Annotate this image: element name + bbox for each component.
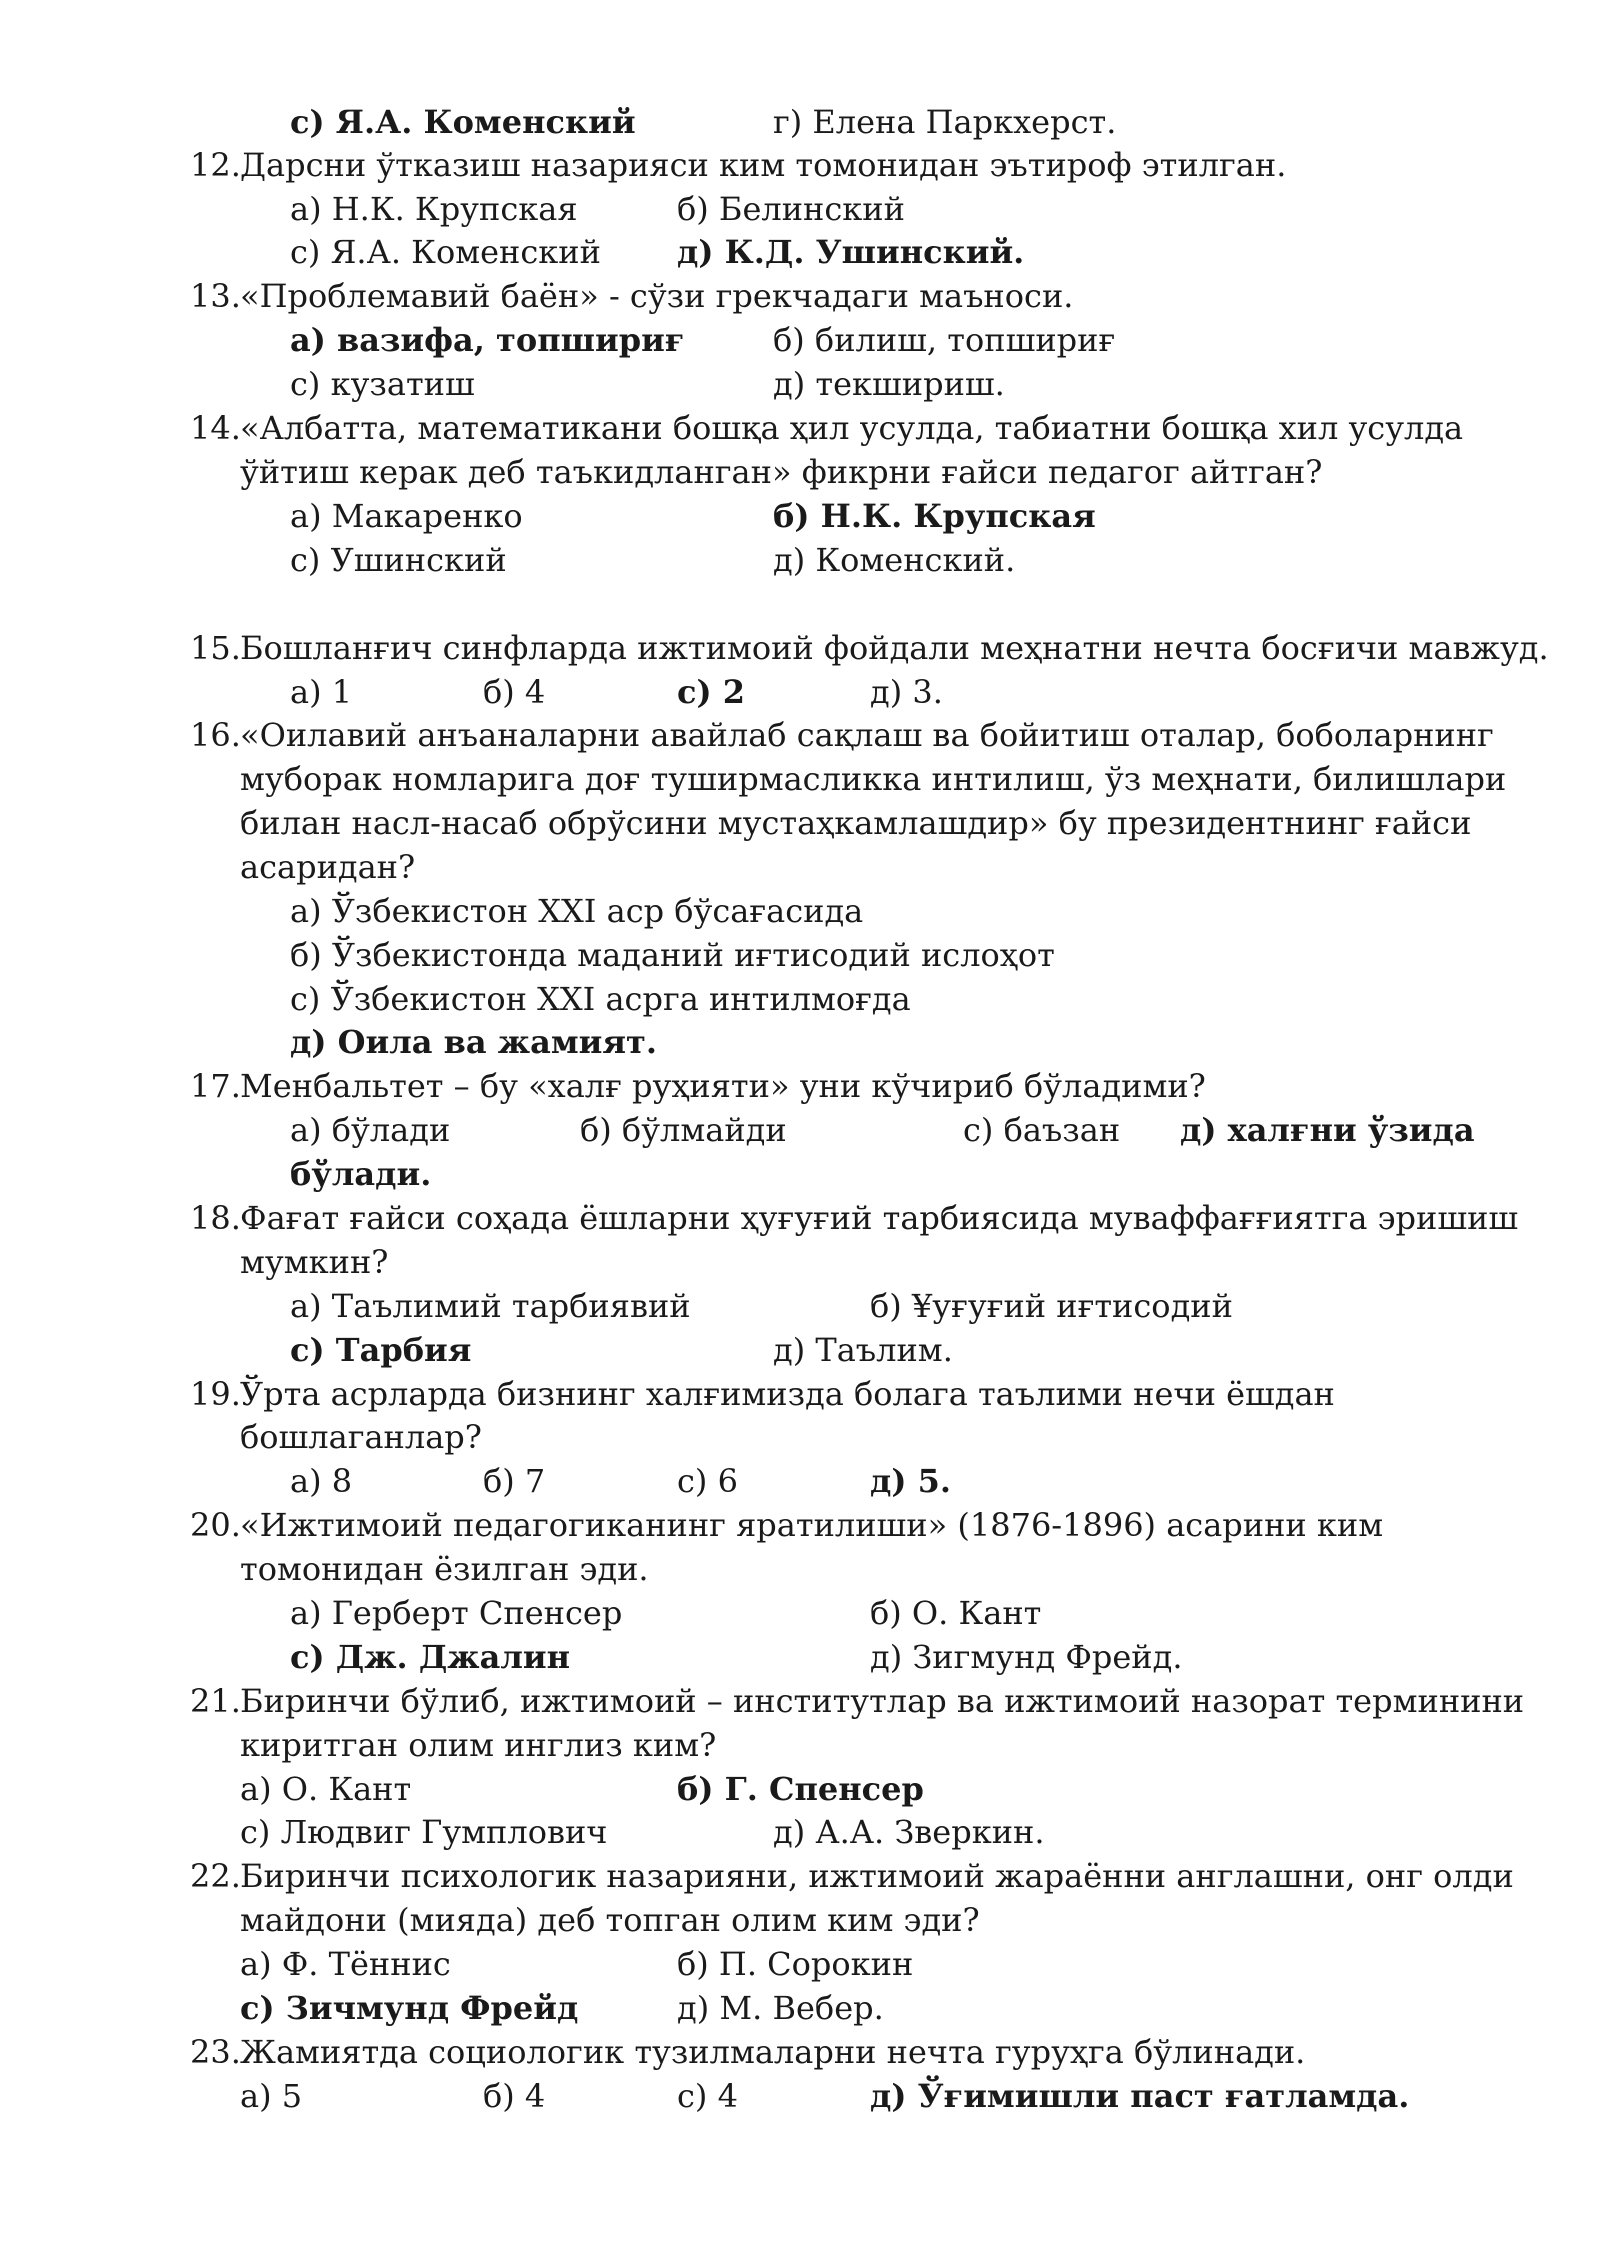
text-line: б) 7 bbox=[483, 1462, 546, 1500]
text-line: «Проблемавий баён» - сўзи грекчадаги маъноси. bbox=[240, 277, 1074, 315]
text-line: с) баъзан bbox=[963, 1111, 1121, 1149]
text-line: б) О. Кант bbox=[870, 1594, 1042, 1632]
question-number: 22. bbox=[190, 1857, 241, 1895]
text-line: ўйтиш керак деб таъкидланган» фикрни ғайси педагог айтган? bbox=[240, 453, 1323, 491]
text-line: киритган олим инглиз ким? bbox=[240, 1726, 717, 1764]
text-line: Фағат ғайси соҳада ёшларни ҳуғуғий тарбиясида муваффағғиятга эришиш bbox=[240, 1199, 1519, 1237]
text-line: а) 1 bbox=[290, 673, 353, 711]
text-line: д) М. Вебер. bbox=[677, 1989, 884, 2027]
text-line: с) Ушинский bbox=[290, 541, 507, 579]
question-number: 19. bbox=[190, 1375, 241, 1413]
text-line: д) Коменский. bbox=[773, 541, 1016, 579]
question-number: 13. bbox=[190, 277, 241, 315]
text-line: с) Тарбия bbox=[290, 1331, 472, 1369]
text-line: с) Людвиг Гумплович bbox=[240, 1813, 608, 1851]
text-line: а) Герберт Спенсер bbox=[290, 1594, 623, 1632]
text-line: а) Таълимий тарбиявий bbox=[290, 1287, 691, 1325]
text-line: б) ¥уғуғий иғтисодий bbox=[870, 1287, 1233, 1325]
text-line: муборак номларига доғ туширмасликка интилиш, ўз меҳнати, билишлари bbox=[240, 760, 1507, 798]
text-line: с) 4 bbox=[677, 2077, 738, 2115]
text-line: д) 3. bbox=[870, 673, 943, 711]
text-line: мумкин? bbox=[240, 1243, 389, 1281]
question-number: 12. bbox=[190, 146, 241, 184]
text-line: Жамиятда социологик тузилмаларни нечта гуруҳга бўлинади. bbox=[240, 2033, 1306, 2071]
text-line: д) текшириш. bbox=[773, 365, 1005, 403]
text-line: с) кузатиш bbox=[290, 365, 475, 403]
text-line: а) 5 bbox=[240, 2077, 303, 2115]
question-number: 15. bbox=[190, 629, 241, 667]
text-line: б) бўлмайди bbox=[580, 1111, 787, 1149]
text-line: а) Макаренко bbox=[290, 497, 523, 535]
text-line: с) Зичмунд Фрейд bbox=[240, 1989, 579, 2027]
text-line: «Ижтимоий педагогиканинг яратилиши» (1876-1896) асарини ким bbox=[240, 1506, 1384, 1544]
text-line: с) 6 bbox=[677, 1462, 738, 1500]
text-line: с) Я.А. Коменский bbox=[290, 103, 636, 141]
text-line: Дарсни ўтказиш назарияси ким томонидан эътироф этилган. bbox=[240, 146, 1287, 184]
text-line: с) Дж. Джалин bbox=[290, 1638, 571, 1676]
text-line: б) Г. Спенсер bbox=[677, 1770, 924, 1808]
text-line: с) Я.А. Коменский bbox=[290, 233, 601, 271]
text-line: б) билиш, топшириғ bbox=[773, 321, 1116, 359]
text-line: а) вазифа, топшириғ bbox=[290, 321, 685, 359]
text-line: д) халғни ўзида bbox=[1180, 1111, 1475, 1149]
text-line: б) Ўзбекистонда маданий иғтисодий ислоҳот bbox=[290, 936, 1055, 974]
text-line: асаридан? bbox=[240, 848, 416, 886]
text-line: с) Ўзбекистон XXI асрга интилмоғда bbox=[290, 980, 911, 1018]
text-line: д) Оила ва жамият. bbox=[290, 1023, 657, 1061]
question-number: 23. bbox=[190, 2033, 241, 2071]
text-line: б) П. Сорокин bbox=[677, 1945, 914, 1983]
text-line: а) бўлади bbox=[290, 1111, 451, 1149]
text-line: Бошланғич синфларда ижтимоий фойдали меҳнатни нечта босғичи мавжуд. bbox=[240, 629, 1549, 667]
text-line: Биринчи психологик назарияни, ижтимоий жараённи англашни, онг олди bbox=[240, 1857, 1514, 1895]
question-number: 17. bbox=[190, 1067, 241, 1105]
text-line: а) Ўзбекистон XXI аср бўсағасида bbox=[290, 892, 864, 930]
text-line: д) Зигмунд Фрейд. bbox=[870, 1638, 1183, 1676]
text-line: Ўрта асрларда бизнинг халғимизда болага таълими нечи ёшдан bbox=[240, 1375, 1335, 1413]
text-line: д) К.Д. Ушинский. bbox=[677, 233, 1025, 271]
text-line: б) Белинский bbox=[677, 190, 905, 228]
text-line: б) 4 bbox=[483, 2077, 546, 2115]
text-line: «Албатта, математикани бошқа ҳил усулда, табиатни бошқа хил усулда bbox=[240, 409, 1464, 447]
text-line: г) Елена Паркхерст. bbox=[773, 103, 1117, 141]
text-line: д) Таълим. bbox=[773, 1331, 953, 1369]
text-line: билан насл-насаб обрўсини мустаҳкамлашдир» бу президентнинг ғайси bbox=[240, 804, 1472, 842]
text-line: Биринчи бўлиб, ижтимоий – институтлар ва ижтимоий назорат терминини bbox=[240, 1682, 1525, 1720]
question-number: 16. bbox=[190, 716, 241, 754]
question-number: 20. bbox=[190, 1506, 241, 1544]
text-line: а) Ф. Тённис bbox=[240, 1945, 451, 1983]
question-number: 21. bbox=[190, 1682, 241, 1720]
question-number: 18. bbox=[190, 1199, 241, 1237]
text-line: с) 2 bbox=[677, 673, 746, 711]
text-line: бўлади. bbox=[290, 1155, 432, 1193]
text-line: а) Н.К. Крупская bbox=[290, 190, 578, 228]
text-line: «Оилавий анъаналарни авайлаб сақлаш ва бойитиш оталар, боболарнинг bbox=[240, 716, 1494, 754]
text-line: д) А.А. Зверкин. bbox=[773, 1813, 1045, 1851]
question-number: 14. bbox=[190, 409, 241, 447]
text-line: б) Н.К. Крупская bbox=[773, 497, 1096, 535]
text-line: д) Ўғимишли паст ғатламда. bbox=[870, 2077, 1410, 2115]
text-line: томонидан ёзилган эди. bbox=[240, 1550, 649, 1588]
text-line: а) 8 bbox=[290, 1462, 353, 1500]
text-line: д) 5. bbox=[870, 1462, 952, 1500]
text-line: б) 4 bbox=[483, 673, 546, 711]
text-line: Менбальтет – бу «халғ руҳияти» уни кўчириб бўладими? bbox=[240, 1067, 1206, 1105]
text-line: майдони (мияда) деб топган олим ким эди? bbox=[240, 1901, 980, 1939]
text-line: а) О. Кант bbox=[240, 1770, 412, 1808]
text-line: бошлаганлар? bbox=[240, 1418, 482, 1456]
